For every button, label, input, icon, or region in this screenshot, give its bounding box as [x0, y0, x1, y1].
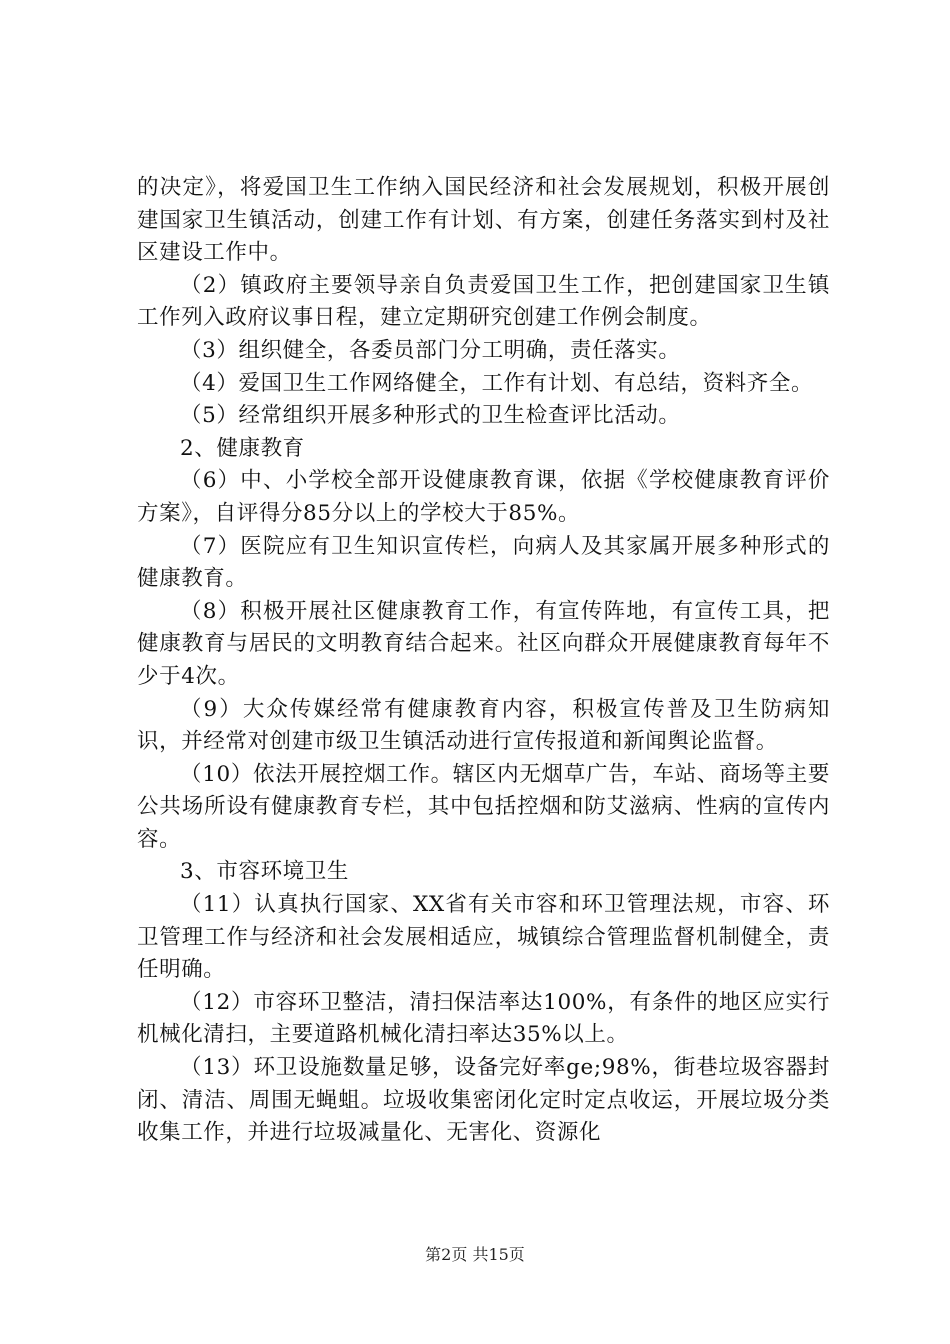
paragraph: （4）爱国卫生工作网络健全，工作有计划、有总结，资料齐全。 — [180, 370, 814, 396]
paragraph: （10）依法开展控烟工作。辖区内无烟草广告，车站、商场等主要公共场所设有健康教育专栏，其中包括控烟和防艾滋病、性病的宣传内容。 — [137, 761, 830, 852]
paragraph: （3）组织健全，各委员部门分工明确，责任落实。 — [180, 337, 681, 363]
paragraph: （8）积极开展社区健康教育工作，有宣传阵地，有宣传工具，把健康教育与居民的文明教育结合起来。社区向群众开展健康教育每年不少于4次。 — [137, 598, 830, 689]
paragraph: （6）中、小学校全部开设健康教育课，依据《学校健康教育评价方案》，自评得分85分以上的学校大于85%。 — [137, 468, 830, 526]
paragraph: （13）环卫设施数量足够，设备完好率ge;98%，街巷垃圾容器封闭、清洁、周围无蝇蛆。垃圾收集密闭化定时定点收运，开展垃圾分类收集工作，并进行垃圾减量化、无害化、资源化 — [137, 1055, 830, 1146]
paragraph: （7）医院应有卫生知识宣传栏，向病人及其家属开展多种形式的健康教育。 — [137, 533, 830, 592]
paragraph: （5）经常组织开展多种形式的卫生检查评比活动。 — [180, 403, 681, 429]
paragraph: （9）大众传媒经常有健康教育内容，积极宣传普及卫生防病知识，并经常对创建市级卫生镇活动进行宣传报道和新闻舆论监督。 — [137, 696, 830, 755]
paragraph: （2）镇政府主要领导亲自负责爱国卫生工作，把创建国家卫生镇工作列入政府议事日程，建立定期研究创建工作例会制度。 — [137, 272, 830, 331]
paragraph: （11）认真执行国家、XX省有关市容和环卫管理法规，市容、环卫管理工作与经济和社会发展相适应，城镇综合管理监督机制健全，责任明确。 — [137, 892, 830, 983]
section-heading: 2、健康教育 — [180, 435, 305, 461]
section-heading: 3、市容环境卫生 — [180, 859, 349, 885]
paragraph: 的决定》，将爱国卫生工作纳入国民经济和社会发展规划，积极开展创建国家卫生镇活动，创建工作有计划、有方案，创建任务落实到村及社区建设工作中。 — [137, 175, 830, 266]
paragraph: （12）市容环卫整洁，清扫保洁率达100%，有条件的地区应实行机械化清扫，主要道路机械化清扫率达35%以上。 — [137, 989, 830, 1048]
document-body — [137, 172, 830, 1150]
page-number-footer: 第2页 共15页 — [425, 1245, 525, 1264]
